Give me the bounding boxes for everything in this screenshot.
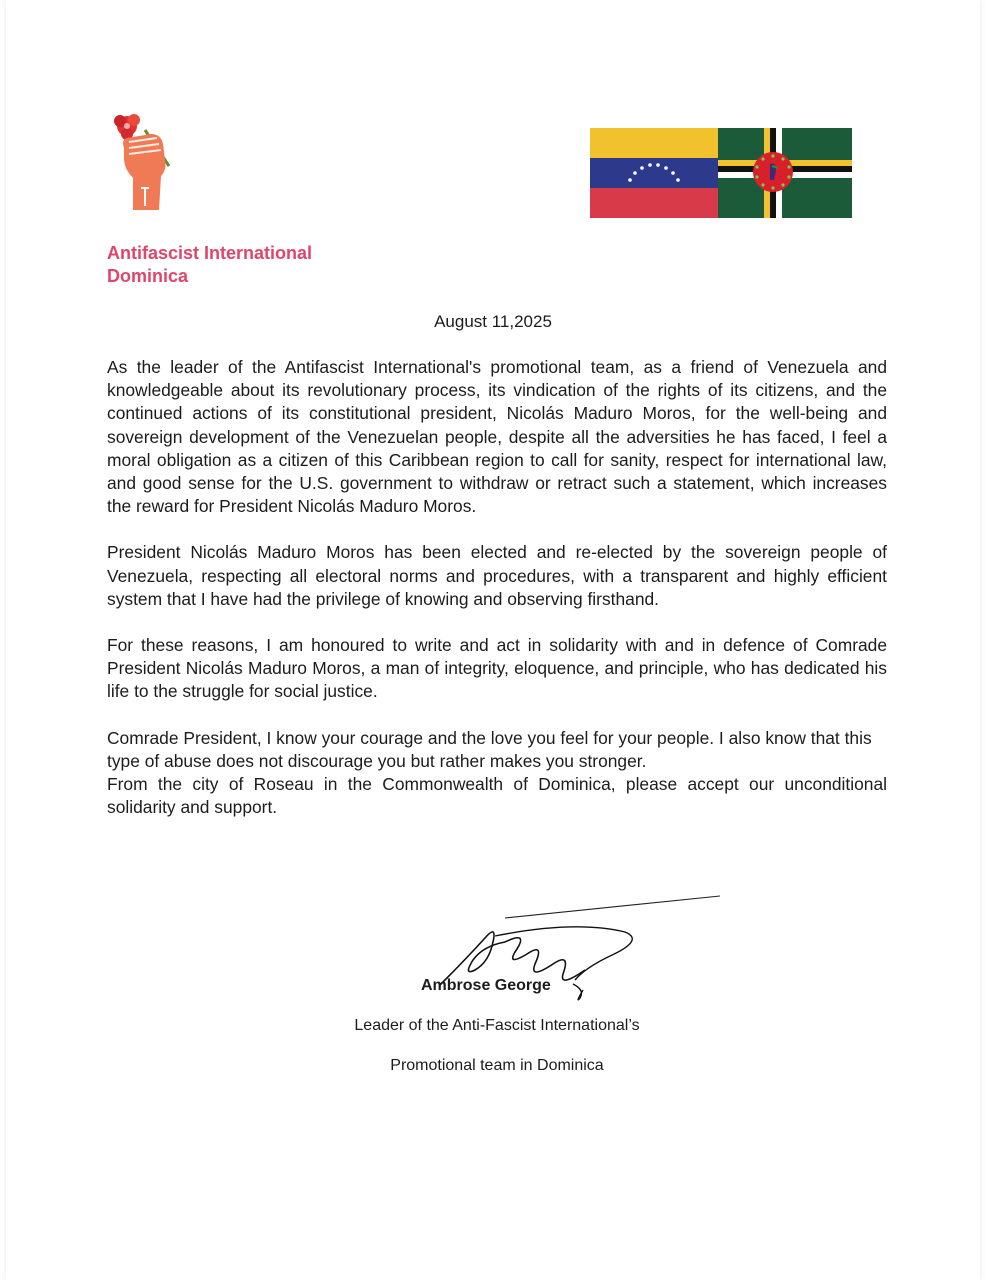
letter-date: August 11,2025 [434,312,552,331]
organization-name-line2: Dominica [107,266,189,286]
venezuela-dominica-flags-icon [590,128,852,218]
organization-name-line1: Antifascist International [107,243,313,263]
signer-title-line2: Promotional team in Dominica [390,1057,604,1074]
letter-body [107,356,887,842]
signer-title-line1: Leader of the Anti-Fascist International’s [354,1017,640,1034]
paragraph-1: As the leader of the Antifascist International's promotional team, as a friend of Venezuela and knowledgeable about its revolutionary process, its vindication of the rights of its citizens, and the continued actions of its constitutional president, Nicolás Maduro Moros, for the well-being and sovereign development of the Venezuelan people, despite all the adversities he has faced, I feel a moral obligation as a citizen of this Caribbean region to call for sanity, respect for international law, and good sense for the U.S. government to withdraw or retract such a statement, which increases the reward for President Nicolás Maduro Moros. [107,357,887,517]
paragraph-3: For these reasons, I am honoured to write and act in solidarity with and in defence of Comrade President Nicolás Maduro Moros, a man of integrity, eloquence, and principle, who has dedicated his life to the struggle for social justice. [107,635,887,702]
paragraph-5: From the city of Roseau in the Commonwealth of Dominica, please accept our unconditional solidarity and support. [107,774,887,818]
signer-name: Ambrose George [421,977,551,994]
paragraph-4: Comrade President, I know your courage and the love you feel for your people. I also know that this type of abuse does not discourage you but rather makes you stronger. [107,727,872,771]
raised-fist-with-carnation-icon [107,110,179,215]
organization-name [107,242,312,288]
paragraph-2: President Nicolás Maduro Moros has been elected and re-elected by the sovereign people of Venezuela, respecting all electoral norms and procedures, with a transparent and highly efficient system that I have had the privilege of knowing and observing firsthand. [107,542,887,609]
